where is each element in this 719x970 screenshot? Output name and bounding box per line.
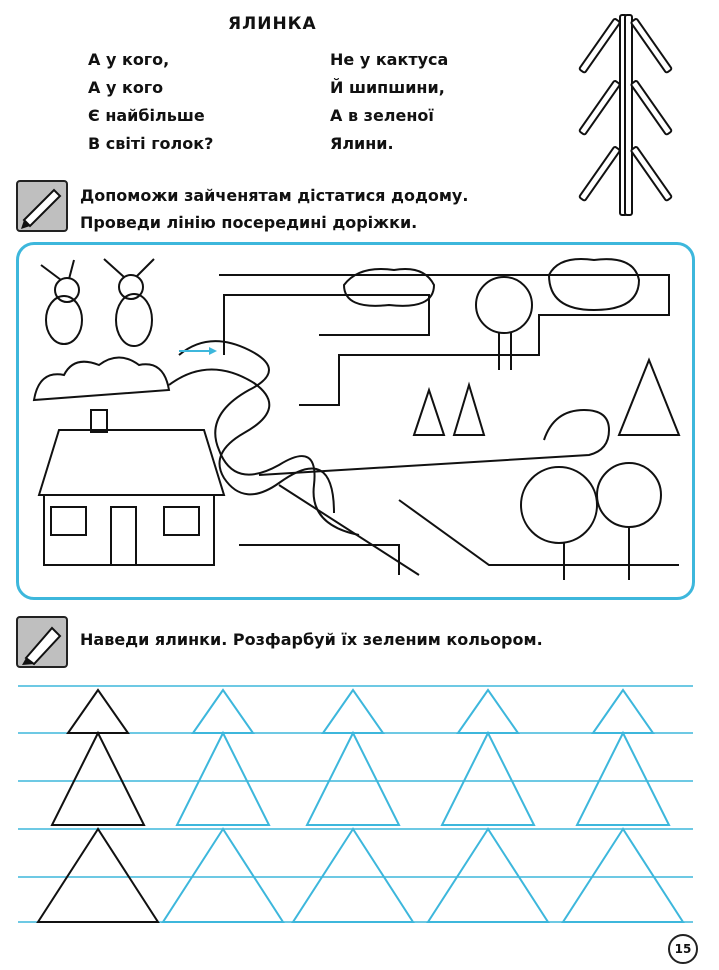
- task2-instruction: Наведи ялинки. Розфарбуй їх зеленим кольором.: [80, 630, 543, 649]
- poem-line: А у кого,: [88, 50, 170, 69]
- poem-line: А у кого: [88, 78, 164, 97]
- tracing-fir-trees: [163, 690, 683, 922]
- fir-tree-icon: [619, 360, 679, 435]
- poem-line: Є найбільше: [88, 106, 205, 125]
- tree-icon: [521, 463, 661, 580]
- maze-illustration: [19, 245, 692, 597]
- poem-line: Не у кактуса: [330, 50, 449, 69]
- sample-fir-tree: [38, 690, 158, 922]
- poem-title: ЯЛИНКА: [228, 14, 317, 34]
- poem-left-column: [88, 46, 213, 158]
- maze-frame: [16, 242, 695, 600]
- tracing-area: [18, 672, 693, 932]
- pen-icon: [16, 616, 68, 668]
- poem-line: В світі голок?: [88, 134, 214, 153]
- page-number: 15: [668, 934, 698, 964]
- task1-instruction: [80, 182, 468, 236]
- task1-line: Проведи лінію посередині доріжки.: [80, 213, 418, 232]
- house-icon: [39, 410, 224, 565]
- poem-right-column: [330, 46, 448, 158]
- task1-line: Допоможи зайченятам дістатися додому.: [80, 186, 469, 205]
- poem-line: Ялини.: [330, 134, 394, 153]
- start-arrow-icon: [179, 347, 217, 355]
- rabbit-icon: [41, 260, 82, 344]
- poem-line: Й шипшини,: [330, 78, 445, 97]
- pencil-icon: [16, 180, 68, 232]
- rabbit-icon: [104, 259, 154, 346]
- poem-line: А в зеленої: [330, 106, 434, 125]
- tree-icon: [476, 277, 532, 370]
- stick-fir-illustration: [572, 10, 682, 220]
- fir-tree-icon: [414, 385, 484, 435]
